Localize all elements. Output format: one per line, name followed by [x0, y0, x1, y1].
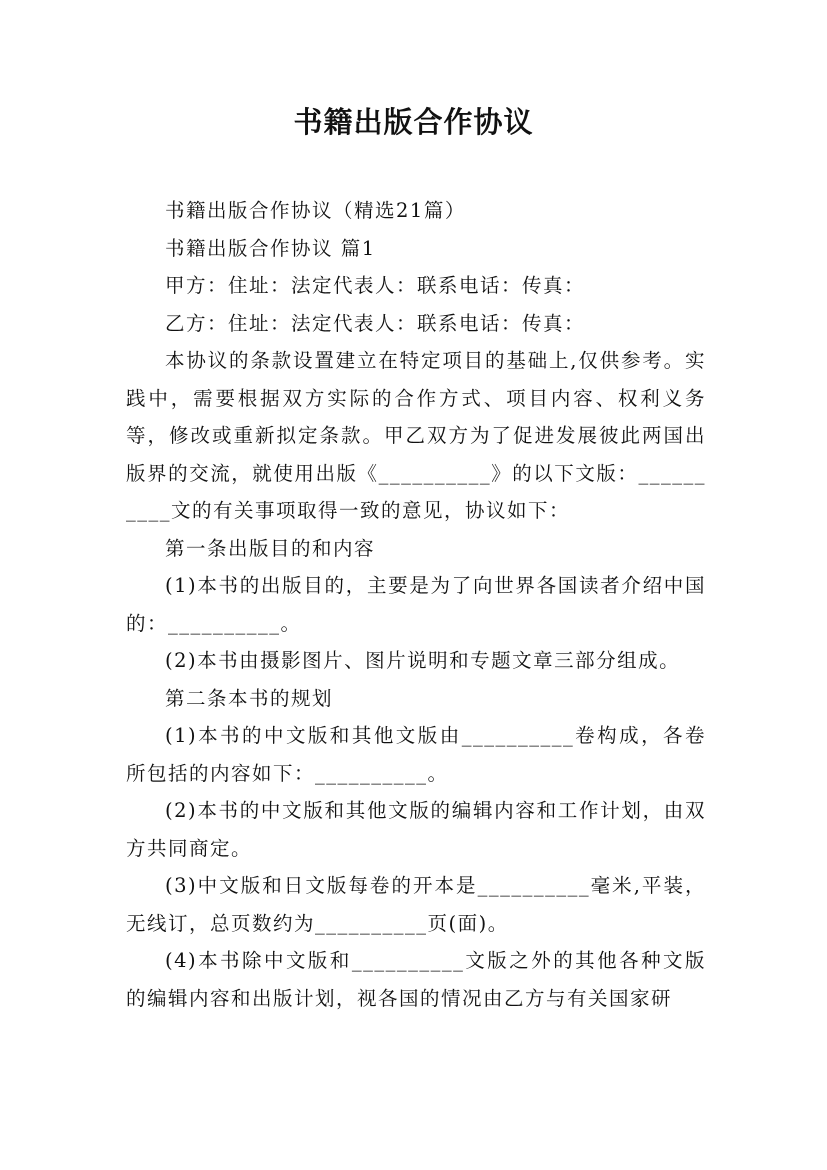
paragraph-article-2-item-2: (2)本书的中文版和其他文版的编辑内容和工作计划，由双方共同商定。 [126, 799, 706, 860]
paragraph-article-2-item-1: (1)本书的中文版和其他文版由__________卷构成，各卷所包括的内容如下：__________。 [126, 724, 706, 785]
paragraph-party-a: 甲方：住址：法定代表人：联系电话：传真： [165, 274, 586, 297]
paragraph-intro: 本协议的条款设置建立在特定项目的基础上,仅供参考。实践中，需要根据双方实际的合作方式、项目内容、权利义务等，修改或重新拟定条款。甲乙双方为了促进发展彼此两国出版界的交流，就使用出版《__________》的以下文版：__________文的有关事项取得一致的意见，协议如下： [126, 349, 706, 522]
paragraph-article-2-heading: 第二条本书的规划 [165, 686, 334, 710]
paragraph-article-1-item-1: (1)本书的出版目的，主要是为了向世界各国读者介绍中国的：__________。 [126, 574, 706, 635]
paragraph-article-1-heading: 第一条出版目的和内容 [165, 536, 376, 560]
paragraph-article-2-item-3: (3)中文版和日文版每卷的开本是__________毫米,平装，无线订，总页数约为__________页(面)。 [126, 874, 706, 935]
paragraph-article-1-item-2: (2)本书由摄影图片、图片说明和专题文章三部分组成。 [165, 649, 681, 672]
paragraph-party-b: 乙方：住址：法定代表人：联系电话：传真： [165, 311, 586, 335]
document-body [126, 192, 706, 1017]
document-title: 书籍出版合作协议 [293, 105, 534, 139]
paragraph-article-2-item-4: (4)本书除中文版和__________文版之外的其他各种文版的编辑内容和出版计划，视各国的情况由乙方与有关国家研 [126, 949, 706, 1010]
paragraph-subtitle: 书籍出版合作协议（精选21篇） [165, 199, 466, 222]
paragraph-section-heading: 书籍出版合作协议 篇1 [165, 236, 376, 260]
